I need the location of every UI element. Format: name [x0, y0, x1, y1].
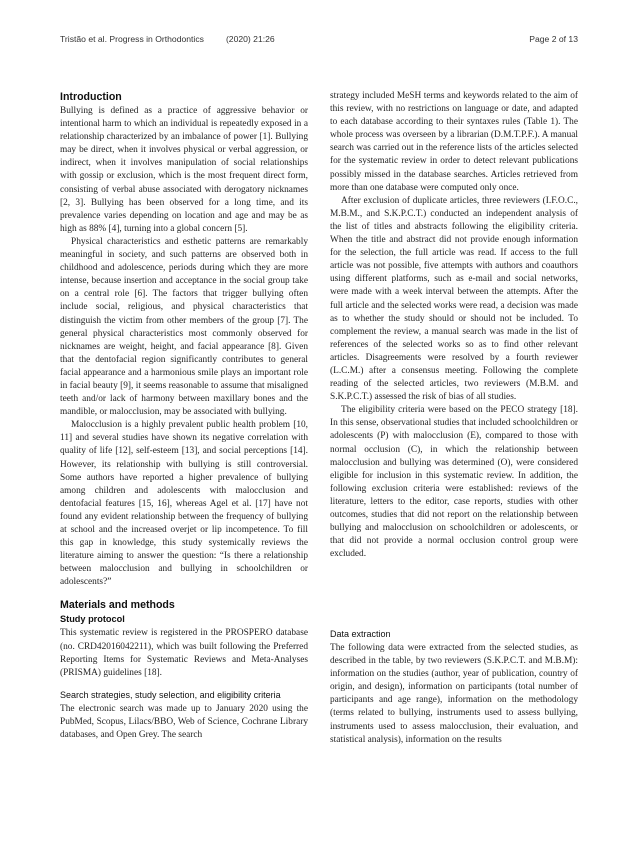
running-header — [60, 34, 578, 48]
data-extraction-paragraph: The following data were extracted from the selected studies, as described in the table, by two reviewers (S.K.P.C.T. and M.B.M): information on the studies (author, year of publication, country of origin, and design), information on participants (total number of participants and age range), information on the methodology (terms related to bullying, instruments used to assess bullying, instruments used to assess malocclusion, their evaluation, and statistical analysis), information on the results — [330, 643, 578, 745]
eligibility-paragraph: The eligibility criteria were based on the PECO strategy [18]. In this sense, observational studies that included schoolchildren or adolescents (P) with malocclusion (E), compared to those with normal occlusion (C), in which the relationship between malocclusion and bullying was determined (O), were considered eligible for inclusion in this systematic review. In addition, the following exclusion criteria were established: reviews of the literature, letters to the editor, case reports, studies with other outcomes, studies that did not report on the relationship between bullying and malocclusion on schoolchildren or adolescents, or that did not provide a normal occlusion control group were excluded. — [330, 405, 578, 560]
search-strategy-paragraph: strategy included MeSH terms and keywords related to the aim of this review, with no restrictions on language or date, and adapted to each database according to their syntaxes rules (Table 1). The whole process was overseen by a librarian (D.M.T.P.F.). A manual search was carried out in the reference lists of the articles selected for the systematic review in order to detect relevant publications possibly missed in the database searches. Articles retrieved from more than one database were computed only once. — [330, 91, 578, 193]
left-column — [60, 90, 308, 742]
search-strategies-paragraph: The electronic search was made up to January 2020 using the PubMed, Scopus, Lilacs/BBO, Web of Science, Cochrane Library databases, and Open Grey. The search — [60, 703, 308, 741]
selection-paragraph: After exclusion of duplicate articles, three reviewers (I.F.O.C., M.B.M., and S.K.P.C.T.) conducted an independent analysis of the list of titles and abstracts following the eligibility criteria. When the title and abstract did not provide enough information for the selection, the full article was read. If access to the full article was not possible, five attempts with authors and coauthors using different platforms, such as e-mail and social networks, were made with a week interval between the attempts. After the full article and the selected works were read, a decision was made as to whether the study should or should not be included. To complement the review, a manual search was made in the list of references of the selected works so as to find other relevant articles. Disagreements were resolved by a fourth reviewer (L.C.M.) after a consensus meeting. Following the complete reading of the selected articles, two reviewers (M.B.M. and S.K.P.C.T.) assessed the risk of bias of all studies. — [330, 195, 578, 403]
journal-name: Tristão et al. Progress in Orthodontics — [60, 34, 204, 44]
right-column — [330, 90, 578, 561]
study-protocol-paragraph: This systematic review is registered in the PROSPERO database (no. CRD42016042211), which was built following the Preferred Reporting Items for Systematic Reviews and Meta-Analyses (PRISMA) guidelines [18]. — [60, 628, 308, 678]
data-extraction-section — [330, 628, 578, 747]
search-strategies-heading: Search strategies, study selection, and eligibility criteria — [60, 689, 281, 700]
introduction-heading: Introduction — [60, 91, 122, 103]
page-number: Page 2 of 13 — [529, 34, 578, 44]
data-extraction-heading: Data extraction — [330, 629, 391, 639]
journal-year: (2020) 21:26 — [225, 34, 275, 44]
journal-citation — [60, 34, 275, 44]
intro-paragraph-3: Malocclusion is a highly prevalent public health problem [10, 11] and several studies have shown its negative correlation with quality of life [12], self-esteem [13], and social perceptions [14]. However, its relationship with bullying is still controversial. Some authors have reported a higher prevalence of bullying among children and adolescents with malocclusion and dentofacial features [15, 16], whereas Agel et al. [17] have not found any evident relationship between the frequency of bullying at school and the increased overjet or lip incompetence. To fill this gap in knowledge, this study systemically reviews the literature aiming to answer the question: “Is there a relationship between malocclusion and bullying in schoolchildren or adolescents?” — [60, 420, 308, 588]
study-protocol-heading: Study protocol — [60, 614, 125, 625]
intro-paragraph-1: Bullying is defined as a practice of aggressive behavior or intentional harm to which an individual is repeatedly exposed in a relationship characterized by an imbalance of power [1]. Bullying may be direct, when it involves physical or verbal aggression, or indirect, when it involves manipulation of social relationships with gossip or exclusion, which is the most frequent direct form, consisting of verbal abuse associated with derogatory nicknames [2, 3]. Bullying has been observed for a long time, and its prevalence varies depending on location and age and may be as high as 88% [4], turning into a global concern [5]. — [60, 106, 308, 234]
methods-heading: Materials and methods — [60, 599, 175, 612]
intro-paragraph-2: Physical characteristics and esthetic patterns are remarkably meaningful in society, and such patterns are observed both in childhood and adolescence, periods during which they are more intense, because insertion and acceptance in the social group take on a central role [6]. The factors that trigger bullying often include social, religious, and physical characteristics that distinguish the victim from other members of the group [7]. The general physical characteristics most commonly observed for nicknames are weight, height, and facial appearance [8]. Given that the dentofacial region significantly contributes to general facial appearance and a harmonious smile plays an important role in facial beauty [9], it seems reasonable to assume that misaligned teeth and/or lack of harmony between maxillary bones and the mandible, or malocclusion, may be associated with bullying. — [60, 236, 308, 418]
